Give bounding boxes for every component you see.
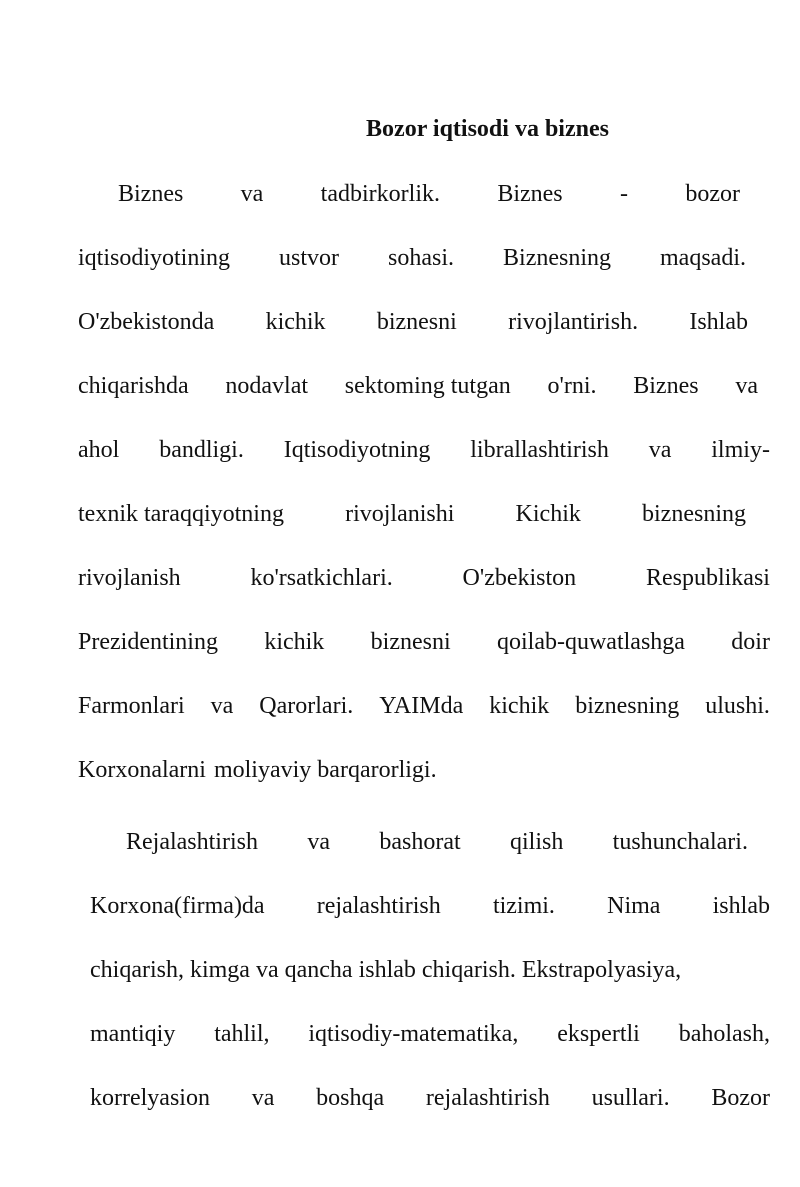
document-title: Bozor iqtisodi va biznes: [366, 116, 609, 142]
text-word: baholash,: [678, 1021, 770, 1047]
text-word: Biznesning: [503, 245, 612, 271]
text-word: ustvor: [279, 245, 340, 271]
text-word: va: [210, 693, 234, 719]
text-word: rivojlantirish.: [508, 309, 639, 335]
text-word: ko'rsatkichlari.: [250, 565, 393, 591]
text-word: korrelyasion: [90, 1085, 210, 1111]
text-word: librallashtirish: [470, 437, 609, 463]
text-line: [78, 370, 758, 402]
text-word: maqsadi.: [660, 245, 746, 271]
text-word: rejalashtirish: [316, 893, 441, 919]
text-line: [90, 954, 770, 986]
text-word: va: [251, 1085, 275, 1111]
text-word: tadbirkorlik.: [320, 181, 440, 207]
text-word: Iqtisodiyotning: [283, 437, 431, 463]
text-word: iqtisodiyotining: [78, 245, 231, 271]
text-word: Qarorlari.: [259, 693, 354, 719]
text-word: Prezidentining: [78, 629, 218, 655]
text-word: Respublikasi: [645, 565, 770, 591]
text-word: tahlil,: [214, 1021, 270, 1047]
text-word: iqtisodiy-matematika,: [308, 1021, 519, 1047]
text-word: ulushi.: [705, 693, 770, 719]
text-word: Nima: [607, 893, 661, 919]
text-line: [78, 754, 578, 786]
text-word: biznesni: [376, 309, 457, 335]
text-word: ilmiy-: [711, 437, 770, 463]
text-line: [90, 890, 770, 922]
text-word: Korxona(firma)da: [90, 893, 265, 919]
text-word: bandligi.: [159, 437, 244, 463]
text-word: Biznes: [633, 373, 699, 399]
text-word: Biznes: [497, 181, 563, 207]
text-word: Kichik: [515, 501, 581, 527]
text-word: Korxonalarni: [78, 757, 206, 783]
text-word: Rejalashtirish: [126, 829, 258, 855]
text-line: [78, 242, 746, 274]
text-word: va: [735, 373, 758, 399]
text-line: [78, 306, 748, 338]
text-word: boshqa: [316, 1085, 385, 1111]
text-word: o'rni.: [547, 373, 597, 399]
text-word: chiqarish, kimga va qancha ishlab chiqarish. Ekstrapolyasiya,: [90, 957, 682, 983]
text-word: qilish: [509, 829, 564, 855]
text-word: usullari.: [591, 1085, 670, 1111]
text-word: sektoming tutgan: [344, 373, 511, 399]
text-word: kichik: [265, 309, 326, 335]
text-word: qoilab-quwatlashga: [496, 629, 685, 655]
text-word: tushunchalari.: [612, 829, 748, 855]
text-word: va: [307, 829, 330, 855]
text-word: tizimi.: [492, 893, 555, 919]
text-word: nodavlat: [225, 373, 309, 399]
text-word: ishlab: [712, 893, 770, 919]
text-word: O'zbekiston: [462, 565, 577, 591]
text-line: [78, 562, 770, 594]
text-line: [78, 690, 770, 722]
text-word: va: [240, 181, 264, 207]
text-word: O'zbekistonda: [78, 309, 215, 335]
text-word: Farmonlari: [78, 693, 185, 719]
text-word: moliyaviy barqarorligi.: [213, 757, 437, 783]
text-line: [90, 1082, 770, 1114]
text-word: Bozor: [711, 1085, 770, 1111]
text-word: Ishlab: [689, 309, 748, 335]
text-word: bozor: [685, 181, 740, 207]
text-word: chiqarishda: [78, 373, 189, 399]
text-word: rivojlanishi: [345, 501, 455, 527]
text-word: Biznes: [118, 181, 184, 207]
text-line: [90, 1018, 770, 1050]
text-word: biznesning: [642, 501, 746, 527]
text-word: biznesning: [575, 693, 680, 719]
text-word: rivojlanish: [78, 565, 181, 591]
text-word: doir: [731, 629, 770, 655]
text-word: biznesni: [370, 629, 451, 655]
text-line: [78, 434, 770, 466]
text-word: YAIMda: [379, 693, 464, 719]
text-word: rejalashtirish: [425, 1085, 550, 1111]
text-word: kichik: [264, 629, 325, 655]
text-word: ahol: [78, 437, 120, 463]
text-word: -: [620, 181, 628, 207]
text-word: ekspertli: [557, 1021, 640, 1047]
text-word: bashorat: [379, 829, 461, 855]
text-line: [78, 626, 770, 658]
text-line: [126, 826, 748, 858]
text-word: mantiqiy: [90, 1021, 176, 1047]
text-word: kichik: [489, 693, 550, 719]
text-word: sohasi.: [388, 245, 455, 271]
text-line: [78, 498, 746, 530]
text-word: texnik taraqqiyotning: [78, 501, 284, 527]
text-word: va: [648, 437, 672, 463]
text-line: [118, 178, 740, 210]
